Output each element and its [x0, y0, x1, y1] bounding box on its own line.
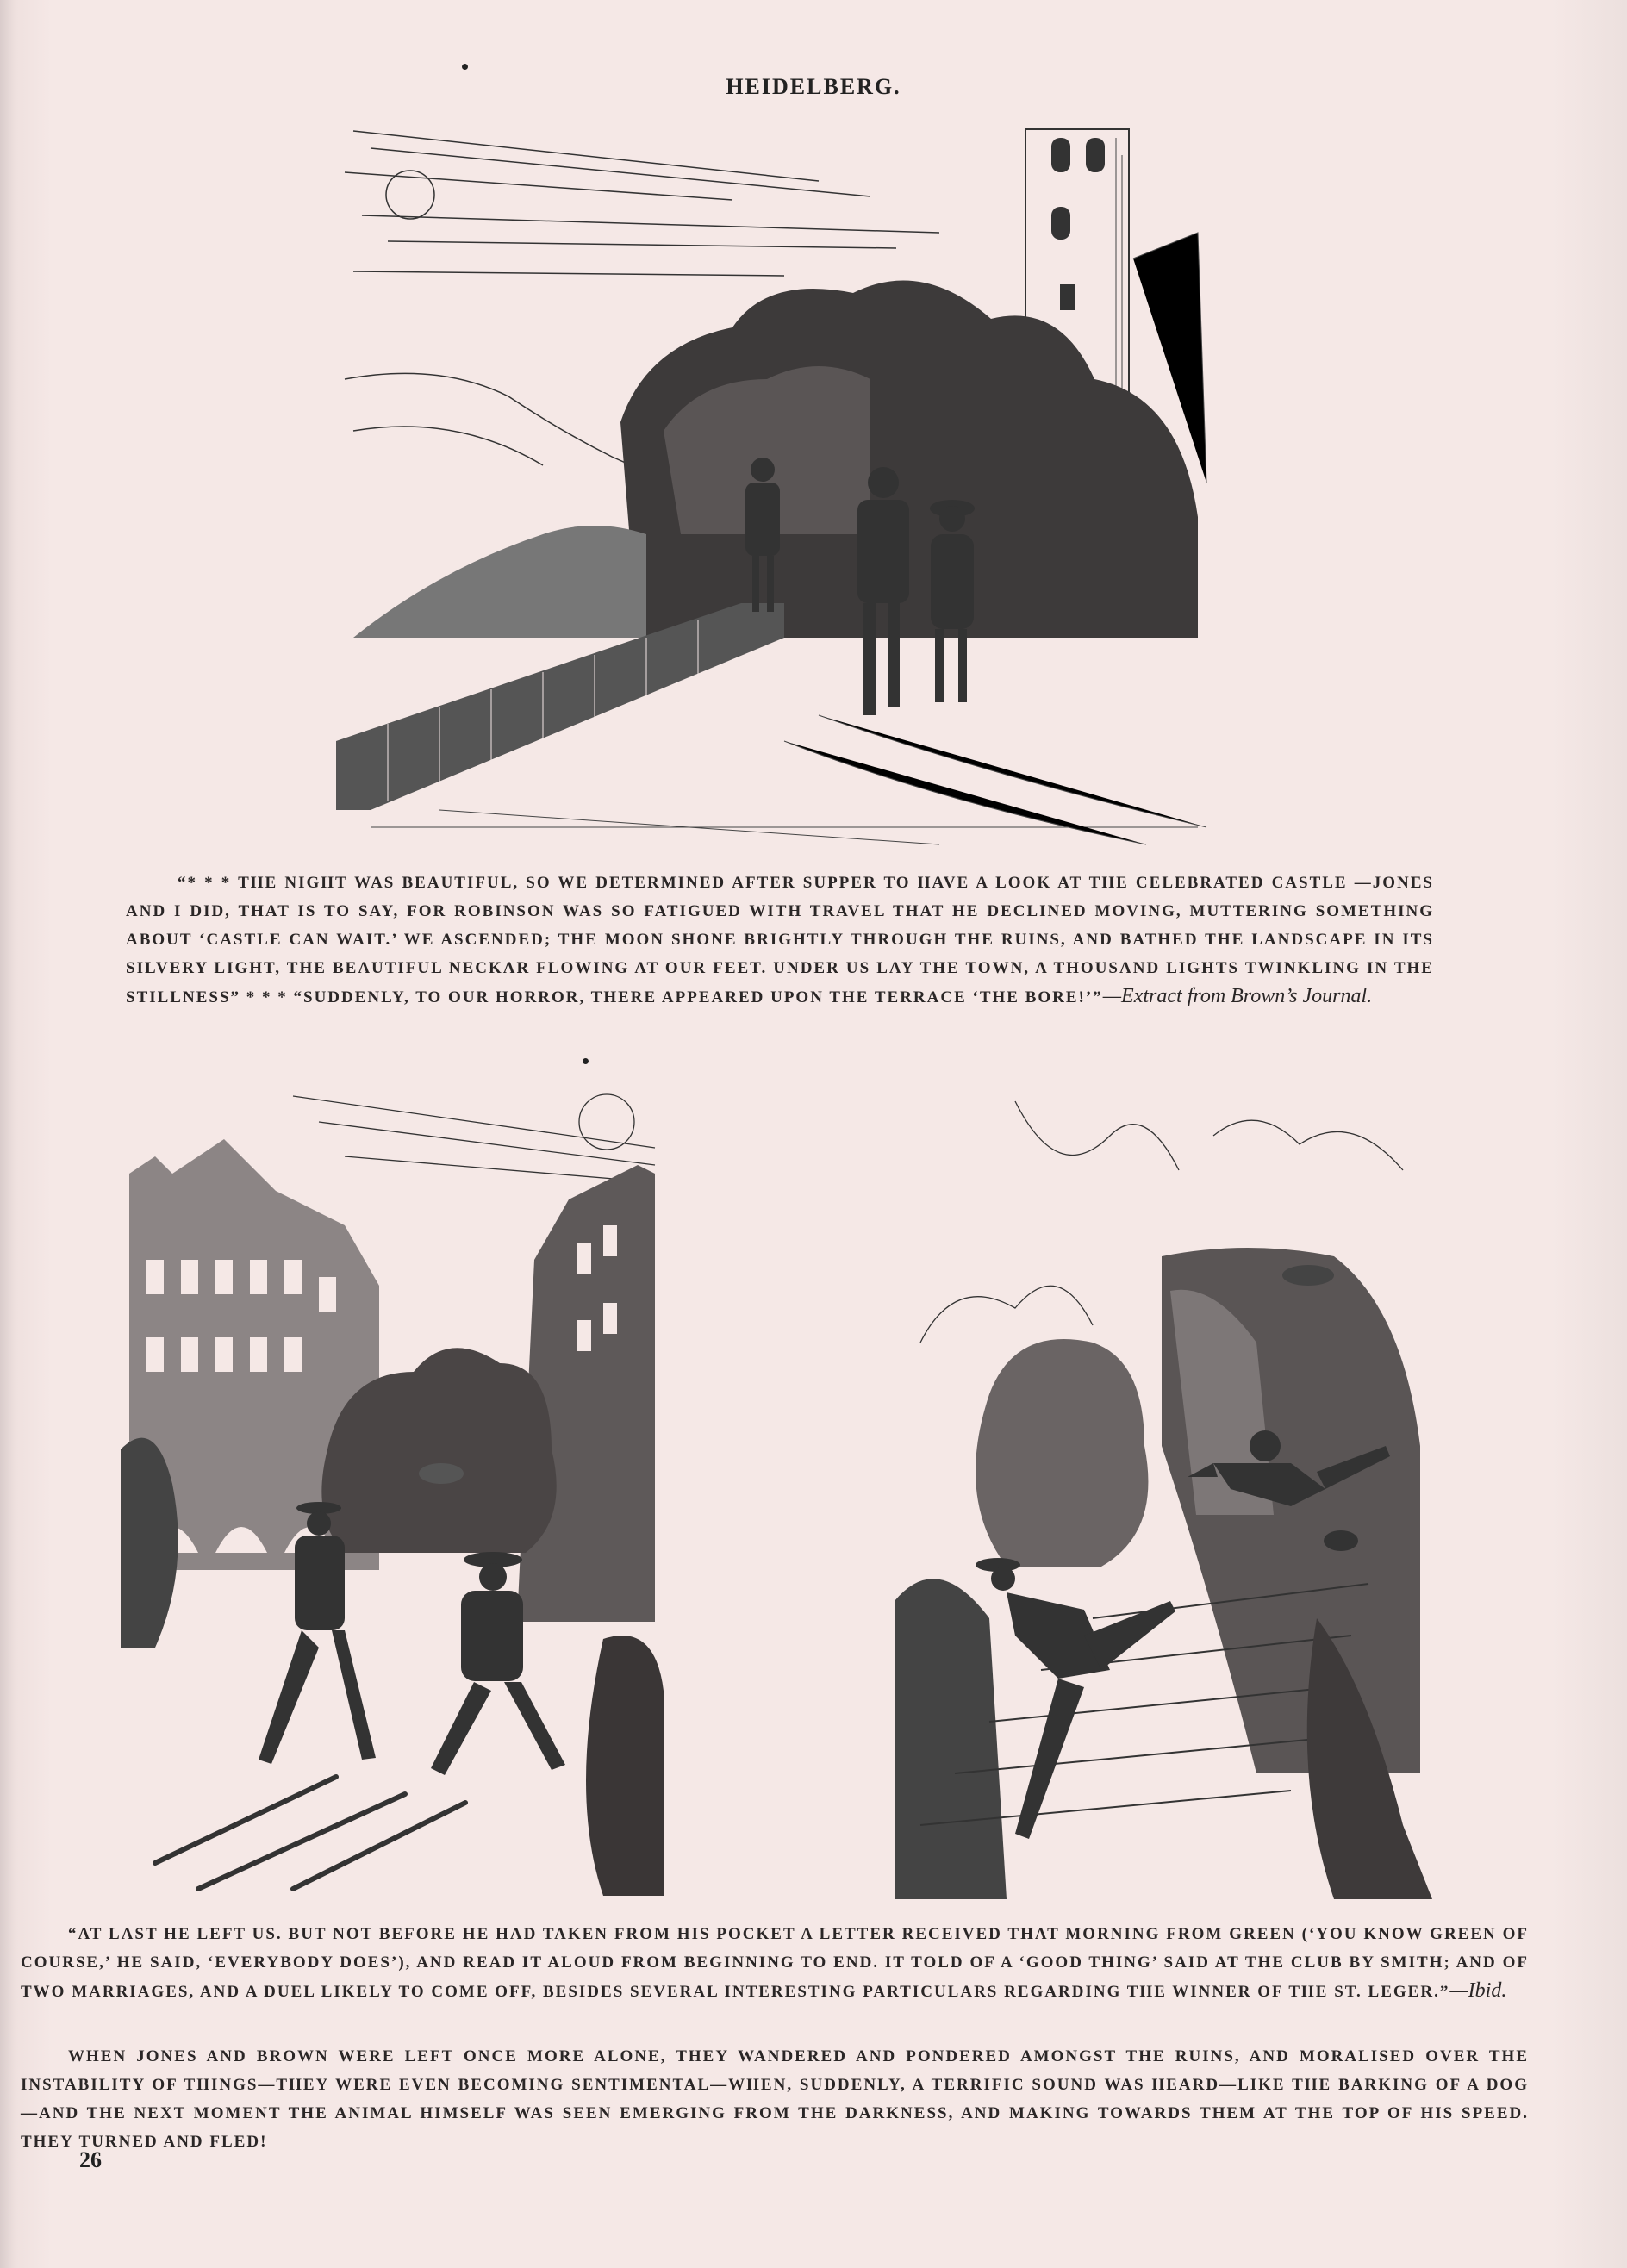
caption-courtyard-source: —Ibid. [1449, 1979, 1507, 2002]
ink-speck [583, 1058, 589, 1064]
caption-courtyard [21, 1920, 1529, 2006]
stairs-illustration [886, 1084, 1432, 1899]
caption-terrace-source: —Extract from Brown’s Journal. [1102, 985, 1373, 1007]
caption-flight [21, 2042, 1529, 2156]
page-number: 26 [79, 2147, 102, 2172]
ink-speck [462, 64, 468, 70]
terrace-illustration [336, 121, 1217, 853]
caption-terrace [126, 869, 1434, 1012]
caption-terrace-text: “* * * THE NIGHT WAS BEAUTIFUL, SO WE DETERMINED AFTER SUPPER TO HAVE A LOOK AT THE CELEBRATED CASTLE —JONES AND I DID, THAT IS TO SAY, FOR ROBINSON WAS SO FATIGUED WITH TRAVEL THAT HE DECLINED MOVING, MUTTERING SOMETHING ABOUT ‘CASTLE CAN WAIT.’ WE ASCENDED; THE MOON SHONE BRIGHTLY THROUGH THE RUINS, AND BATHED THE LANDSCAPE IN ITS SILVERY LIGHT, THE BEAUTIFUL NECKAR FLOWING AT OUR FEET. UNDER US LAY THE TOWN, A THOUSAND LIGHTS TWINKLING IN THE STILLNESS” * * * “SUDDENLY, TO OUR HORROR, THERE APPEARED UPON THE TERRACE ‘THE BORE!’” [126, 874, 1434, 1006]
courtyard-engraving [121, 1087, 664, 1896]
caption-courtyard-text: “AT LAST HE LEFT US. BUT NOT BEFORE HE HAD TAKEN FROM HIS POCKET A LETTER RECEIVED THAT MORNING FROM GREEN (‘YOU KNOW GREEN OF COURSE,’ HE SAID, ‘EVERYBODY DOES’), AND READ IT ALOUD FROM BEGINNING TO END. IT TOLD OF A ‘GOOD THING’ SAID AT THE CLUB BY SMITH; AND OF TWO MARRIAGES, AND A DUEL LIKELY TO COME OFF, BESIDES SEVERAL INTERESTING PARTICULARS REGARDING THE WINNER OF THE ST. LEGER.” [21, 1925, 1529, 2001]
stairs-engraving [886, 1084, 1432, 1899]
terrace-engraving [336, 121, 1217, 853]
courtyard-illustration [121, 1087, 664, 1896]
page-title: HEIDELBERG. [726, 74, 901, 99]
caption-flight-text: WHEN JONES AND BROWN WERE LEFT ONCE MORE ALONE, THEY WANDERED AND PONDERED AMONGST THE RUINS, AND MORALISED OVER THE INSTABILITY OF THINGS—THEY WERE EVEN BECOMING SENTIMENTAL—WHEN, SUDDENLY, A TERRIFIC SOUND WAS HEARD—LIKE THE BARKING OF A DOG —AND THE NEXT MOMENT THE ANIMAL HIMSELF WAS SEEN EMERGING FROM THE DARKNESS, AND MAKING TOWARDS THEM AT THE TOP OF HIS SPEED. THEY TURNED AND FLED! [21, 2047, 1529, 2151]
